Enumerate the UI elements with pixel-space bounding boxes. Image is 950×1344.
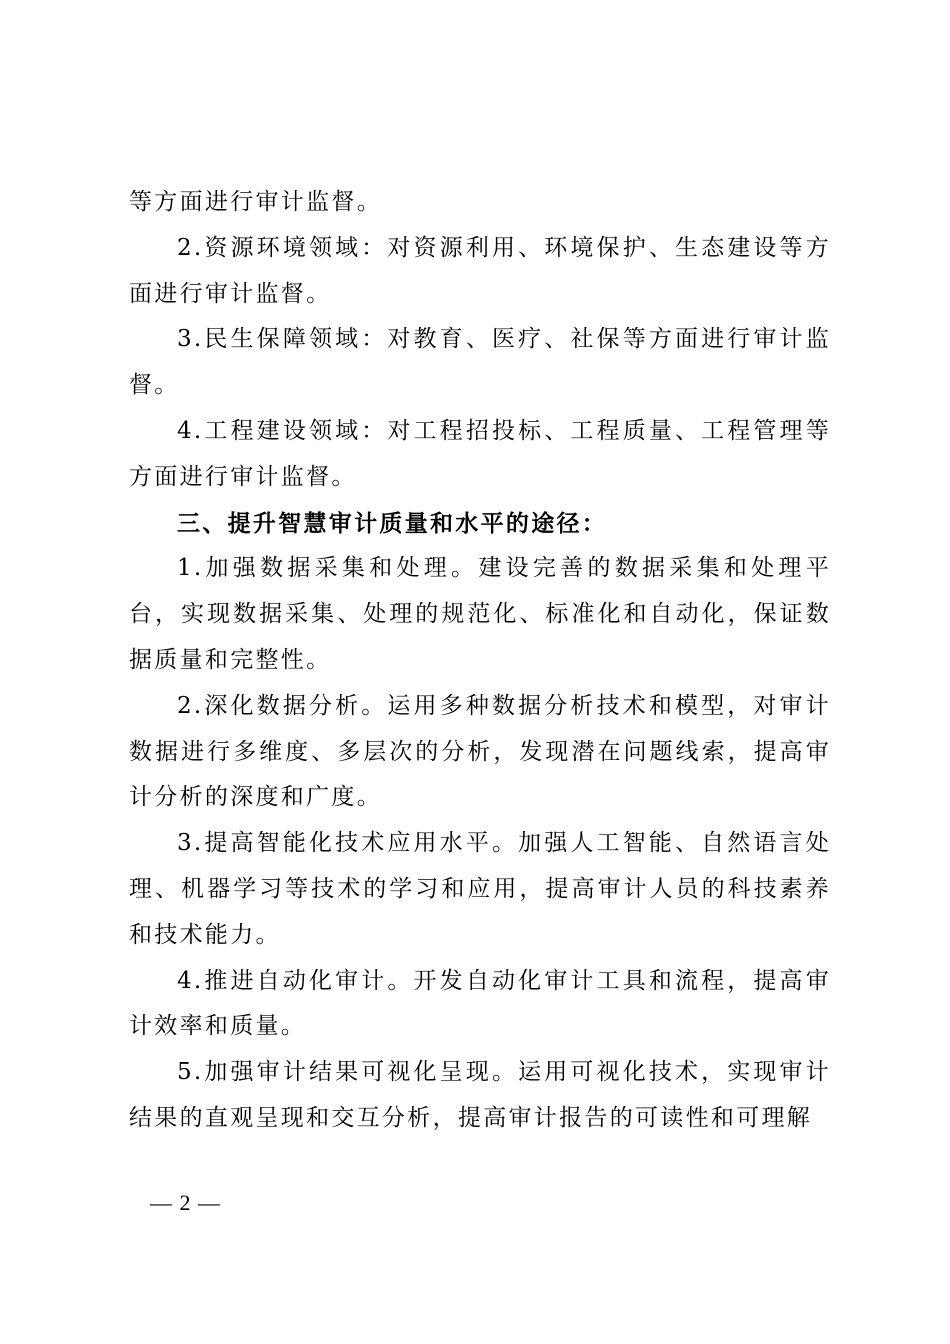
list-item: 2.深化数据分析。运用多种数据分析技术和模型，对审计数据进行多维度、多层次的分析，发现潜在问题线索，提高审计分析的深度和广度。 bbox=[129, 692, 831, 811]
paragraph-livelihood: 3.民生保障领域：对教育、医疗、社保等方面进行审计监督。 bbox=[129, 326, 831, 399]
section-heading: 三、提升智慧审计质量和水平的途径： bbox=[177, 509, 608, 537]
list-item: 5.加强审计结果可视化呈现。运用可视化技术，实现审计结果的直观呈现和交互分析，提高审计报告的可读性和可理解 bbox=[129, 1059, 831, 1131]
document-body bbox=[129, 180, 831, 1142]
paragraph-engineering: 4.工程建设领域：对工程招投标、工程质量、工程管理等方面进行审计监督。 bbox=[129, 417, 831, 490]
list-item: 1.加强数据采集和处理。建设完善的数据采集和处理平台，实现数据采集、处理的规范化、标准化和自动化，保证数据质量和完整性。 bbox=[129, 555, 831, 673]
paragraph-resource-environment: 2.资源环境领域：对资源利用、环境保护、生态建设等方面进行审计监督。 bbox=[129, 234, 831, 307]
list-item: 4.推进自动化审计。开发自动化审计工具和流程，提高审计效率和质量。 bbox=[129, 967, 831, 1040]
list-item: 3.提高智能化技术应用水平。加强人工智能、自然语言处理、机器学习等技术的学习和应用，提高审计人员的科技素养和技术能力。 bbox=[129, 830, 831, 948]
paragraph-continuation: 等方面进行审计监督。 bbox=[129, 189, 382, 215]
page-number: — 2 — bbox=[150, 1190, 221, 1215]
